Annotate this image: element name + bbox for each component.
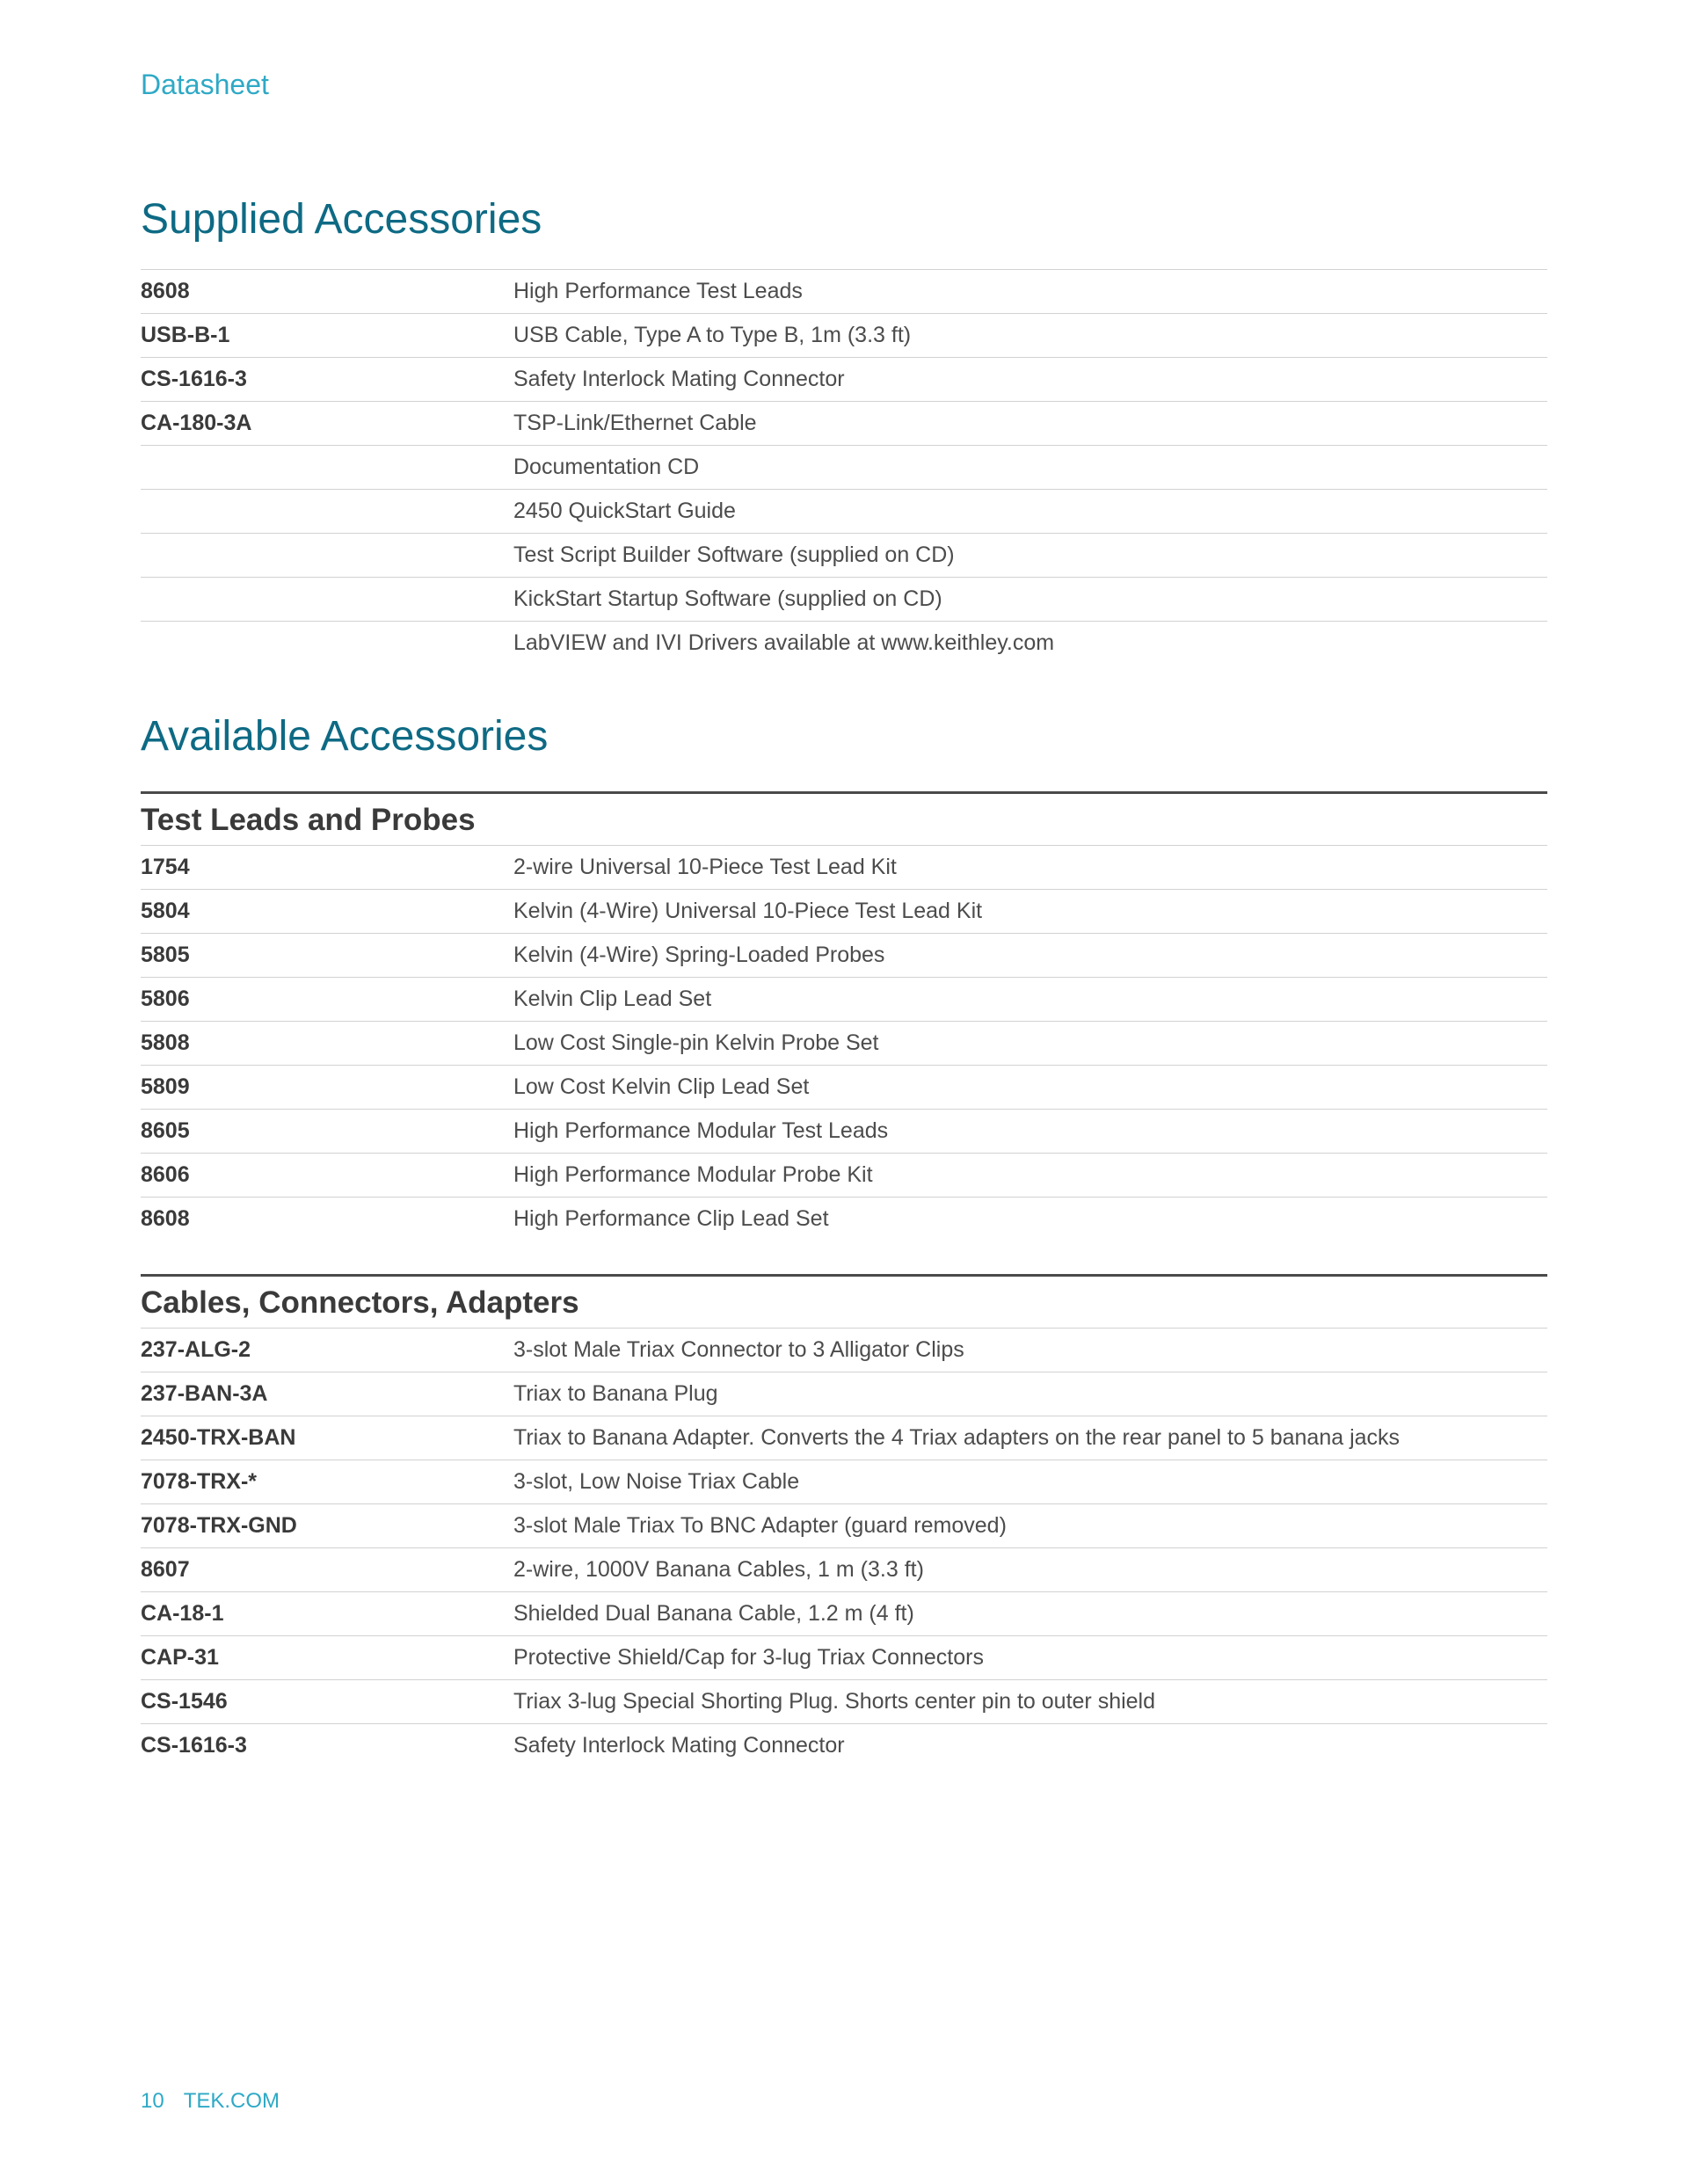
part-description: High Performance Test Leads [513,279,803,303]
table-row [141,1066,1547,1110]
table-row [141,1460,1547,1504]
part-description: Triax 3-lug Special Shorting Plug. Shorts center pin to outer shield [513,1689,1156,1714]
table-row [141,1372,1547,1416]
part-description: Triax to Banana Adapter. Converts the 4 Triax adapters on the rear panel to 5 banana jacks [513,1425,1401,1450]
part-description: Test Script Builder Software (supplied on CD) [513,542,955,567]
part-number: 8605 [141,1118,190,1143]
table-row [141,578,1547,622]
part-number: 8607 [141,1557,190,1582]
part-description: 3-slot Male Triax Connector to 3 Alligator Clips [513,1337,964,1362]
test-leads-section [141,791,1547,1241]
table-row [141,1592,1547,1636]
page-number: 10 [141,2089,164,2113]
table-row [141,622,1547,665]
part-number: 237-BAN-3A [141,1381,268,1406]
part-number: CS-1616-3 [141,367,247,391]
table-row [141,1504,1547,1548]
part-number: 8608 [141,1206,190,1231]
table-row [141,1154,1547,1198]
part-description: Documentation CD [513,455,700,479]
part-number: 7078-TRX-GND [141,1513,297,1538]
part-description: Kelvin (4-Wire) Spring-Loaded Probes [513,943,885,967]
table-row [141,490,1547,534]
part-number: 5804 [141,899,190,923]
part-number: 1754 [141,855,190,879]
table-row [141,890,1547,934]
part-description: TSP-Link/Ethernet Cable [513,411,757,435]
table-row [141,846,1547,890]
cables-title: Cables, Connectors, Adapters [141,1277,1547,1329]
part-description: Safety Interlock Mating Connector [513,367,845,391]
table-row [141,1680,1547,1724]
table-row [141,1022,1547,1066]
table-row [141,270,1547,314]
part-description: High Performance Modular Test Leads [513,1118,889,1143]
table-row [141,934,1547,978]
part-number: CS-1546 [141,1689,228,1714]
part-number: CAP-31 [141,1645,219,1670]
part-description: 3-slot Male Triax To BNC Adapter (guard removed) [513,1513,1007,1538]
table-row [141,1416,1547,1460]
part-description: High Performance Clip Lead Set [513,1206,829,1231]
part-number: 2450-TRX-BAN [141,1425,296,1450]
part-number: CA-180-3A [141,411,252,435]
test-leads-title: Test Leads and Probes [141,794,1547,846]
part-description: 2-wire Universal 10-Piece Test Lead Kit [513,855,897,879]
part-description: Triax to Banana Plug [513,1381,718,1406]
part-description: Low Cost Single-pin Kelvin Probe Set [513,1030,879,1055]
part-number: 237-ALG-2 [141,1337,251,1362]
table-row [141,358,1547,402]
part-number: 5808 [141,1030,190,1055]
cables-table [141,1329,1547,1767]
part-number: 5809 [141,1074,190,1099]
part-number: 5805 [141,943,190,967]
table-row [141,1724,1547,1767]
part-number: CS-1616-3 [141,1733,247,1758]
supplied-accessories-table [141,269,1547,665]
part-description: Shielded Dual Banana Cable, 1.2 m (4 ft) [513,1601,914,1626]
table-row [141,1636,1547,1680]
page-content [141,185,1547,1767]
site-link[interactable]: TEK.COM [183,2089,280,2113]
part-description: Protective Shield/Cap for 3-lug Triax Connectors [513,1645,984,1670]
part-description: 2-wire, 1000V Banana Cables, 1 m (3.3 ft) [513,1557,924,1582]
part-number: USB-B-1 [141,323,230,347]
part-number: 7078-TRX-* [141,1469,257,1494]
table-row [141,446,1547,490]
document-type-label: Datasheet [141,69,269,100]
part-description: Safety Interlock Mating Connector [513,1733,845,1758]
part-description: LabVIEW and IVI Drivers available at www.keithley.com [513,630,1055,655]
table-row [141,314,1547,358]
part-number: 8606 [141,1162,190,1187]
table-row [141,978,1547,1022]
part-number: 8608 [141,279,190,303]
table-row [141,1548,1547,1592]
table-row [141,1198,1547,1241]
part-description: 2450 QuickStart Guide [513,499,736,523]
page-footer [141,2089,280,2114]
part-number: CA-18-1 [141,1601,224,1626]
part-description: USB Cable, Type A to Type B, 1m (3.3 ft) [513,323,912,347]
part-description: Kelvin Clip Lead Set [513,986,712,1011]
table-row [141,534,1547,578]
part-description: Kelvin (4-Wire) Universal 10-Piece Test Lead Kit [513,899,983,923]
table-row [141,1110,1547,1154]
part-description: High Performance Modular Probe Kit [513,1162,873,1187]
supplied-accessories-title: Supplied Accessories [141,196,542,243]
cables-section [141,1274,1547,1767]
available-accessories-title: Available Accessories [141,713,549,760]
table-row [141,402,1547,446]
table-row [141,1329,1547,1372]
test-leads-table [141,846,1547,1241]
part-number: 5806 [141,986,190,1011]
part-description: 3-slot, Low Noise Triax Cable [513,1469,800,1494]
part-description: Low Cost Kelvin Clip Lead Set [513,1074,810,1099]
part-description: KickStart Startup Software (supplied on CD) [513,586,942,611]
